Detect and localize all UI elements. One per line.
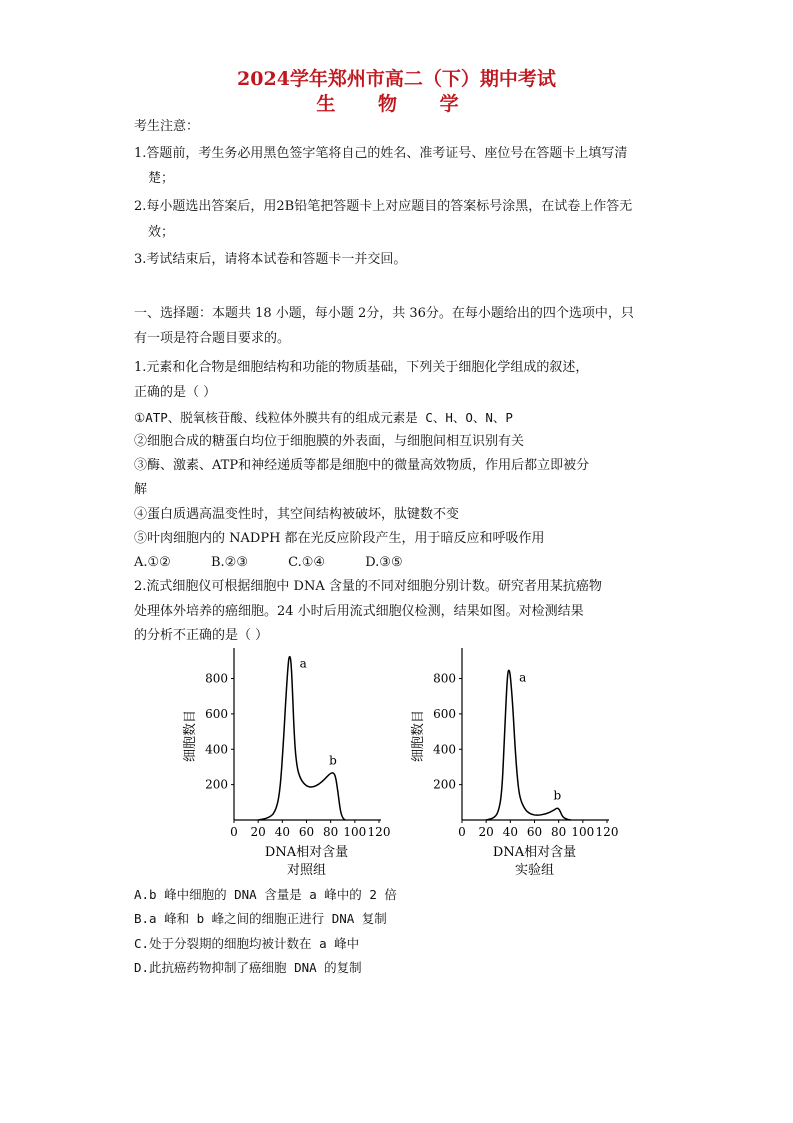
experiment-group-chart — [404, 640, 644, 890]
q1-statement-2: ②细胞合成的糖蛋白均位于细胞膜的外表面，与细胞间相互识别有关 — [134, 434, 525, 449]
notice-item-1: 1.答题前，考生务必用黑色签字笔将自己的姓名、准考证号、座位号在答题卡上填写清 — [134, 146, 628, 161]
y-tick-label: 200 — [433, 777, 456, 792]
peak-label-b: b — [329, 753, 337, 768]
x-tick-label: 60 — [526, 825, 543, 839]
y-tick-label: 400 — [205, 742, 228, 757]
x-tick-label: 40 — [502, 825, 518, 839]
q1-statement-5: ⑤叶肉细胞内的 NADPH 都在光反应阶段产生，用于暗反应和呼吸作用 — [134, 531, 545, 546]
q1-statement-1: ①ATP、脱氧核苷酸、线粒体外膜共有的组成元素是 C、H、O、N、P — [134, 410, 513, 425]
notice-item-2: 2.每小题选出答案后，用2B铅笔把答题卡上对应题目的答案标号涂黑，在试卷上作答无 — [134, 199, 633, 214]
x-tick-label: 60 — [298, 825, 315, 839]
section-heading: 一、选择题：本题共 18 小题，每小题 2分，共 36分。在每小题给出的四个选项中，只 — [134, 306, 634, 321]
x-tick-label: 20 — [478, 825, 494, 839]
x-axis-label: DNA相对含量 — [492, 845, 577, 860]
y-tick-label: 600 — [205, 706, 228, 721]
q1-statement-3-cont: 解 — [134, 482, 148, 497]
q2-stem-cont-1: 处理体外培养的癌细胞。24 小时后用流式细胞仪检测，结果如图。对检测结果 — [134, 604, 584, 619]
notice-item-1-cont: 楚； — [148, 171, 175, 186]
x-tick-label: 20 — [250, 825, 266, 839]
x-tick-label: 100 — [571, 825, 595, 839]
q1-option-d[interactable]: D.③⑤ — [365, 555, 403, 570]
chart-control — [176, 640, 416, 890]
peak-label-a: a — [299, 656, 307, 671]
x-tick-label: 0 — [230, 825, 238, 839]
x-tick-label: 100 — [343, 825, 367, 839]
notice-heading: 考生注意： — [134, 119, 200, 134]
q1-stem-cont: 正确的是（ ） — [134, 385, 217, 400]
chart-title: 对照组 — [286, 863, 327, 878]
section-heading-cont: 有一项是符合题目要求的。 — [134, 331, 291, 346]
y-tick-label: 800 — [205, 671, 228, 686]
q1-stem: 1.元素和化合物是细胞结构和功能的物质基础，下列关于细胞化学组成的叙述， — [134, 360, 589, 375]
q1-option-a[interactable]: A.①② — [134, 555, 171, 570]
subject-title: 生 物 学 — [316, 93, 477, 115]
control-group-chart — [176, 640, 416, 890]
q1-options — [134, 554, 439, 572]
data-series-line — [258, 657, 345, 820]
y-axis-label: 细胞数目 — [183, 709, 198, 763]
y-tick-label: 600 — [433, 706, 456, 721]
q2-option-a[interactable]: A.b 峰中细胞的 DNA 含量是 a 峰中的 2 倍 — [134, 887, 397, 902]
q1-option-b[interactable]: B.②③ — [210, 555, 248, 570]
y-tick-label: 200 — [205, 777, 228, 792]
peak-label-a: a — [519, 670, 527, 685]
q2-option-d[interactable]: D.此抗癌药物抑制了癌细胞 DNA 的复制 — [134, 960, 362, 975]
q2-option-b[interactable]: B.a 峰和 b 峰之间的细胞正进行 DNA 复制 — [134, 911, 387, 926]
q1-statement-4: ④蛋白质遇高温变性时，其空间结构被破坏，肽键数不变 — [134, 507, 460, 522]
x-tick-label: 80 — [551, 825, 567, 839]
chart-experiment — [404, 640, 644, 890]
q1-option-c[interactable]: C.①④ — [288, 555, 326, 570]
x-tick-label: 40 — [274, 825, 290, 839]
notice-item-3: 3.考试结束后，请将本试卷和答题卡一并交回。 — [134, 252, 407, 267]
peak-label-b: b — [553, 788, 562, 803]
x-axis-label: DNA相对含量 — [264, 845, 349, 860]
y-tick-label: 400 — [433, 742, 456, 757]
x-tick-label: 120 — [367, 825, 391, 839]
notice-item-2-cont: 效； — [148, 225, 175, 240]
q1-statement-3: ③酶、激素、ATP和神经递质等都是细胞中的微量高效物质，作用后都立即被分 — [134, 458, 590, 473]
q2-option-c[interactable]: C.处于分裂期的细胞均被计数在 a 峰中 — [134, 936, 360, 951]
x-tick-label: 120 — [595, 825, 619, 839]
y-axis-label: 细胞数目 — [411, 709, 426, 763]
exam-title: 2024学年郑州市高二（下）期中考试 — [237, 68, 556, 90]
q2-stem: 2.流式细胞仪可根据细胞中 DNA 含量的不同对细胞分别计数。研究者用某抗癌物 — [134, 579, 602, 594]
y-tick-label: 800 — [433, 671, 456, 686]
q2-stem-cont-2: 的分析不正确的是（ ） — [134, 628, 269, 643]
chart-title: 实验组 — [514, 863, 555, 878]
x-tick-label: 80 — [323, 825, 339, 839]
x-tick-label: 0 — [458, 825, 466, 839]
